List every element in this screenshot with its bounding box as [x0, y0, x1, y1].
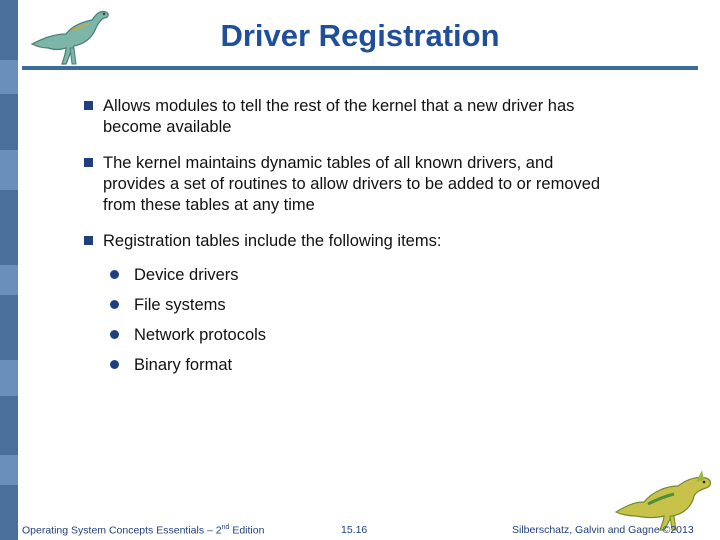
sub-bullet-item	[110, 355, 604, 376]
footer-book-title	[22, 524, 264, 537]
sub-bullet-item	[110, 325, 604, 346]
bullet-item	[84, 231, 604, 252]
sidebar-segment	[0, 60, 18, 94]
round-bullet-icon	[110, 270, 119, 279]
slide-title: Driver Registration	[220, 18, 500, 53]
sidebar-segment	[0, 265, 18, 295]
sidebar-segment	[0, 455, 18, 485]
footer-book-prefix: Operating System Concepts Essentials – 2	[22, 524, 222, 537]
sub-bullet-text: Binary format	[134, 356, 233, 374]
footer-page-number: 15.16	[341, 524, 368, 536]
footer-copyright: Silberschatz, Galvin and Gagne ©2013	[512, 524, 694, 536]
sidebar-stripe	[0, 0, 18, 540]
square-bullet-icon	[84, 101, 93, 110]
square-bullet-icon	[84, 236, 93, 245]
sub-bullet-text: Device drivers	[134, 266, 239, 284]
sidebar-segment	[0, 150, 18, 190]
title-divider	[22, 66, 698, 70]
square-bullet-icon	[84, 158, 93, 167]
round-bullet-icon	[110, 300, 119, 309]
sidebar-segment	[0, 360, 18, 396]
round-bullet-icon	[110, 330, 119, 339]
sub-bullet-text: File systems	[134, 296, 226, 314]
round-bullet-icon	[110, 360, 119, 369]
bullet-item	[84, 96, 604, 138]
bullet-text: Registration tables include the following items:	[103, 232, 442, 250]
bullet-text: The kernel maintains dynamic tables of all known drivers, and provides a set of routines to allow drivers to be added to or removed from these tables at any time	[103, 154, 601, 214]
bullet-item	[84, 153, 604, 216]
bullet-list	[84, 96, 604, 385]
sub-bullet-item	[110, 265, 604, 286]
footer-book-sup: nd	[221, 524, 230, 531]
sub-bullet-text: Network protocols	[134, 326, 267, 344]
bullet-text: Allows modules to tell the rest of the kernel that a new driver has become available	[103, 97, 575, 136]
sub-bullet-item	[110, 295, 604, 316]
footer-book-suffix: Edition	[229, 524, 265, 537]
